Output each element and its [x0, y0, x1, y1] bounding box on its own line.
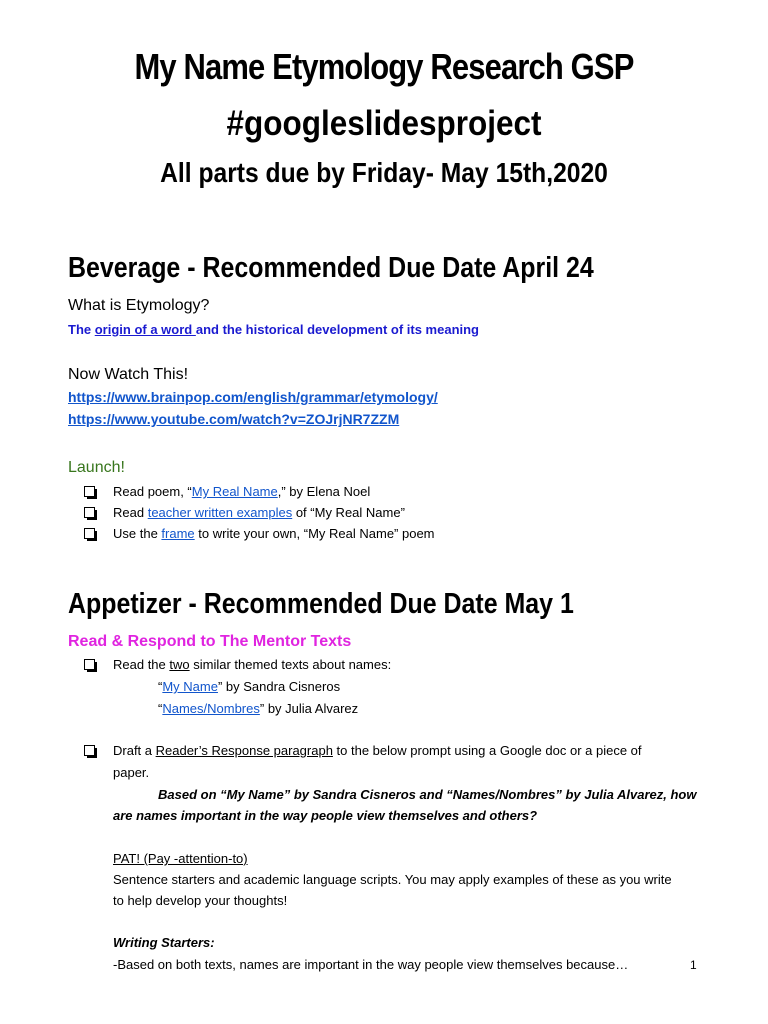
launch-item-1	[113, 484, 370, 499]
appetizer-item-2-cont: paper.	[113, 765, 150, 780]
beverage-heading: Beverage - Recommended Due Date April 24	[68, 252, 594, 284]
mentor-text-1	[158, 679, 340, 694]
appetizer-item-2	[113, 743, 642, 758]
appetizer-item-1	[113, 657, 391, 672]
writing-starter-1: -Based on both texts, names are important in the way people view themselves because…	[113, 957, 629, 972]
pat-line-2: to help develop your thoughts!	[113, 893, 288, 908]
definition-text-start: The	[68, 322, 95, 337]
checkbox-icon	[84, 745, 95, 756]
launch-item-3	[113, 526, 435, 541]
writing-starters-heading: Writing Starters:	[113, 935, 215, 950]
appetizer-heading: Appetizer - Recommended Due Date May 1	[68, 588, 574, 620]
my-real-name-link[interactable]: My Real Name	[191, 484, 278, 499]
definition-text-end: and the historical development of its meaning	[195, 322, 479, 337]
checkbox-icon	[84, 507, 95, 518]
watch-heading: Now Watch This!	[68, 366, 189, 383]
item-text: to the below prompt using a Google doc or a piece of	[332, 743, 642, 758]
pat-heading: PAT! (Pay -attention-to)	[113, 851, 248, 866]
etymology-definition	[68, 322, 479, 337]
due-date-line: All parts due by Friday- May 15th,2020	[160, 157, 608, 188]
launch-item-2	[113, 505, 405, 520]
pat-line-1: Sentence starters and academic language scripts. You may apply examples of these as you write	[113, 872, 672, 887]
checkbox-icon	[84, 528, 95, 539]
quote-mark: “	[158, 679, 163, 694]
mentor-texts-heading: Read & Respond to The Mentor Texts	[68, 633, 352, 650]
page-number: 1	[690, 958, 697, 972]
quote-mark: “	[158, 701, 163, 716]
origin-of-a-word-link[interactable]: origin of a word	[94, 322, 196, 337]
item-text: Draft a	[113, 743, 156, 758]
my-name-link[interactable]: My Name	[162, 679, 218, 694]
checkbox-icon	[84, 486, 95, 497]
youtube-link-line	[68, 411, 399, 427]
checkbox-icon	[84, 659, 95, 670]
frame-link[interactable]: frame	[161, 526, 195, 541]
item-text: Use the	[113, 526, 162, 541]
launch-heading: Launch!	[68, 459, 125, 476]
brainpop-link[interactable]: https://www.brainpop.com/english/grammar/etymology/	[68, 389, 438, 405]
prompt-line-2: are names important in the way people view themselves and others?	[113, 808, 538, 823]
names-nombres-link[interactable]: Names/Nombres	[162, 701, 260, 716]
underlined-text: Reader’s Response paragraph	[155, 743, 333, 758]
underlined-text: two	[169, 657, 190, 672]
item-text: Read	[113, 505, 148, 520]
document-subtitle: #googleslidesproject	[226, 104, 542, 143]
author-text: ” by Julia Alvarez	[259, 701, 359, 716]
etymology-question: What is Etymology?	[68, 297, 210, 314]
document-title: My Name Etymology Research GSP	[134, 46, 634, 87]
brainpop-link-line	[68, 389, 438, 405]
mentor-text-2	[158, 701, 358, 716]
prompt-line-1: Based on “My Name” by Sandra Cisneros and “Names/Nombres” by Julia Alvarez, how	[158, 787, 697, 802]
item-text: to write your own, “My Real Name” poem	[194, 526, 435, 541]
youtube-link[interactable]: https://www.youtube.com/watch?v=ZOJrjNR7ZZM	[68, 411, 400, 427]
item-text: Read the	[113, 657, 170, 672]
item-text: of “My Real Name”	[292, 505, 405, 520]
teacher-examples-link[interactable]: teacher written examples	[147, 505, 293, 520]
item-text: Read poem, “	[113, 484, 192, 499]
item-text: ,” by Elena Noel	[277, 484, 371, 499]
author-text: ” by Sandra Cisneros	[217, 679, 341, 694]
item-text: similar themed texts about names:	[189, 657, 392, 672]
